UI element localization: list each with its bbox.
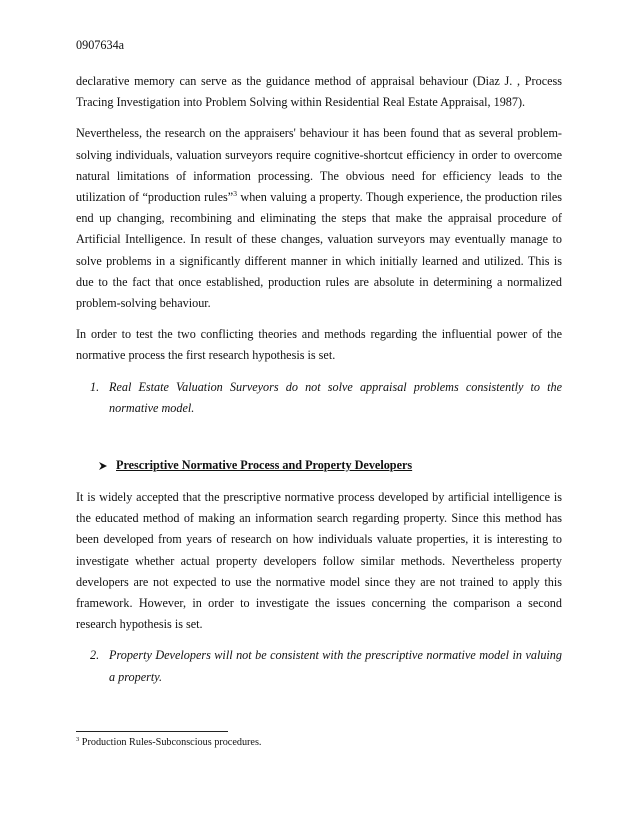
document-body: [76, 71, 562, 698]
hypothesis-2-text: Property Developers will not be consistent with the prescriptive normative model in valuing a property.: [109, 648, 562, 684]
footnote-divider: [76, 731, 228, 732]
paragraph-2-text-after: when valuing a property. Though experience, the production riles end up changing, recombining and eliminating the steps that make the appraisal procedure of Artificial Intelligence. In result of these changes, valuation surveyors may eventually manage to solve problems in a significantly different manner in which initially learned and utilized. This is due to the fact that once established, production rules are absolute in determining a normalized problem-solving behaviour.: [76, 190, 562, 311]
section-heading-title: Prescriptive Normative Process and Property Developers: [116, 458, 413, 473]
paragraph-3: In order to test the two conflicting theories and methods regarding the influential power of the normative process the first research hypothesis is set.: [76, 327, 562, 363]
footnote-number: 3: [76, 736, 80, 743]
hypothesis-1: [76, 377, 562, 419]
hypothesis-2-number: 2.: [90, 648, 100, 663]
footnote-reference: 3: [233, 189, 237, 199]
paragraph-1: declarative memory can serve as the guidance method of appraisal behaviour (Diaz J. , Process Tracing Investigation into Problem Solving within Residential Real Estate Appraisal, 1987).: [76, 74, 562, 110]
footnote: [76, 737, 261, 748]
paragraph-2-text-before: Nevertheless, the research on the appraisers' behaviour it has been found that as several problem-solving individuals, valuation surveyors require cognitive-shortcut efficiency in order to overcome natural limitations of information processing. The obvious need for efficiency leads to the utilization of “production rules”: [76, 126, 562, 205]
footnote-text: Production Rules-Subconscious procedures.: [79, 737, 262, 748]
page-header-doc-id: 0907634a: [76, 38, 125, 52]
section-heading: [76, 455, 562, 476]
hypothesis-2: [76, 645, 562, 687]
hypothesis-1-text: Real Estate Valuation Surveyors do not solve appraisal problems consistently to the normative model.: [109, 379, 562, 415]
paragraph-2: [76, 123, 562, 314]
paragraph-4: It is widely accepted that the prescriptive normative process developed by artificial intelligence is the educated method of making an information search regarding property. Since this method has been developed from years of research on how individuals valuate properties, it is interesting to investigate whether actual property developers follow similar methods. Nevertheless property developers are not expected to use the normative model since they are not trained to apply this framework. However, in order to investigate the issues concerning the comparison a second research hypothesis is set.: [76, 490, 562, 632]
arrow-bullet-icon: [98, 461, 108, 471]
hypothesis-1-number: 1.: [90, 379, 100, 394]
